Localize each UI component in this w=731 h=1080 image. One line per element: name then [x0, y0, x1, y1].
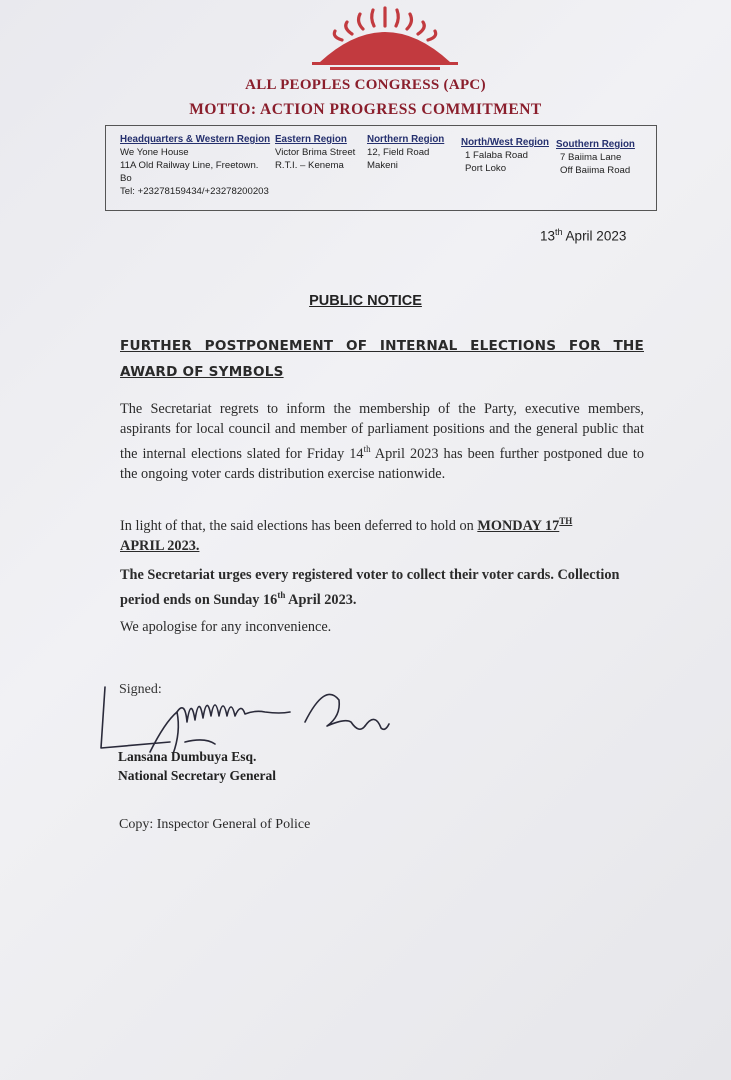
paragraph-postponement: The Secretariat regrets to inform the membership of the Party, executive members, aspirants for local council and member of parliament positions and the general public that the internal elections slated for Friday 14th April 2023 has been further postponed due to the ongoing voter cards distribution exercise nationwide. [120, 401, 644, 482]
region-line: We Yone House [120, 147, 189, 158]
region-heading: Eastern Region [275, 134, 347, 145]
region-eastern [275, 133, 355, 172]
region-line: 12, Field Road [367, 147, 430, 158]
region-heading: Northern Region [367, 134, 445, 145]
region-line: Port Loko [465, 163, 507, 174]
region-north-west [461, 136, 549, 175]
notice-title: PUBLIC NOTICE [309, 293, 422, 309]
signatory-name: Lansana Dumbuya Esq. [118, 749, 257, 764]
region-line: Victor Brima Street [275, 147, 356, 158]
region-line: Tel: +23278159434/+23278200203 [120, 186, 269, 197]
region-heading: Headquarters & Western Region [120, 134, 271, 145]
signed-label: Signed: [119, 682, 162, 697]
region-southern [556, 138, 635, 177]
notice-date: 13th April 2023 [540, 227, 627, 244]
region-northern [367, 133, 444, 172]
region-line: 1 Falaba Road [465, 150, 528, 161]
paragraph-new-date: In light of that, the said elections has been deferred to hold on MONDAY 17TH APRIL 2023. [120, 516, 573, 554]
paragraph-voter-cards: The Secretariat urges every registered voter to collect their voter cards. Collection period ends on Sunday 16th April 2023. [120, 567, 620, 608]
regional-addresses-box [105, 125, 657, 211]
region-line: R.T.I. – Kenema [275, 160, 344, 171]
apc-sun-logo-icon [300, 4, 470, 74]
notice-subject: FURTHER POSTPONEMENT OF INTERNAL ELECTIONS FOR THE AWARD OF SYMBOLS [120, 338, 644, 380]
region-line: Bo [120, 173, 132, 184]
region-line: Off Baiima Road [560, 165, 631, 176]
copy-recipient: Copy: Inspector General of Police [119, 817, 311, 832]
region-heading: North/West Region [461, 137, 549, 148]
party-motto: MOTTO: ACTION PROGRESS COMMITMENT [189, 101, 542, 118]
region-headquarters [120, 133, 270, 198]
org-name: ALL PEOPLES CONGRESS (APC) [245, 77, 486, 93]
signatory [118, 747, 276, 785]
signatory-title: National Secretary General [118, 768, 276, 783]
region-heading: Southern Region [556, 139, 635, 150]
region-line: Makeni [367, 160, 398, 171]
region-line: 11A Old Railway Line, Freetown. [120, 160, 259, 171]
region-line: 7 Baiima Lane [560, 152, 622, 163]
paragraph-apology: We apologise for any inconvenience. [120, 619, 332, 635]
